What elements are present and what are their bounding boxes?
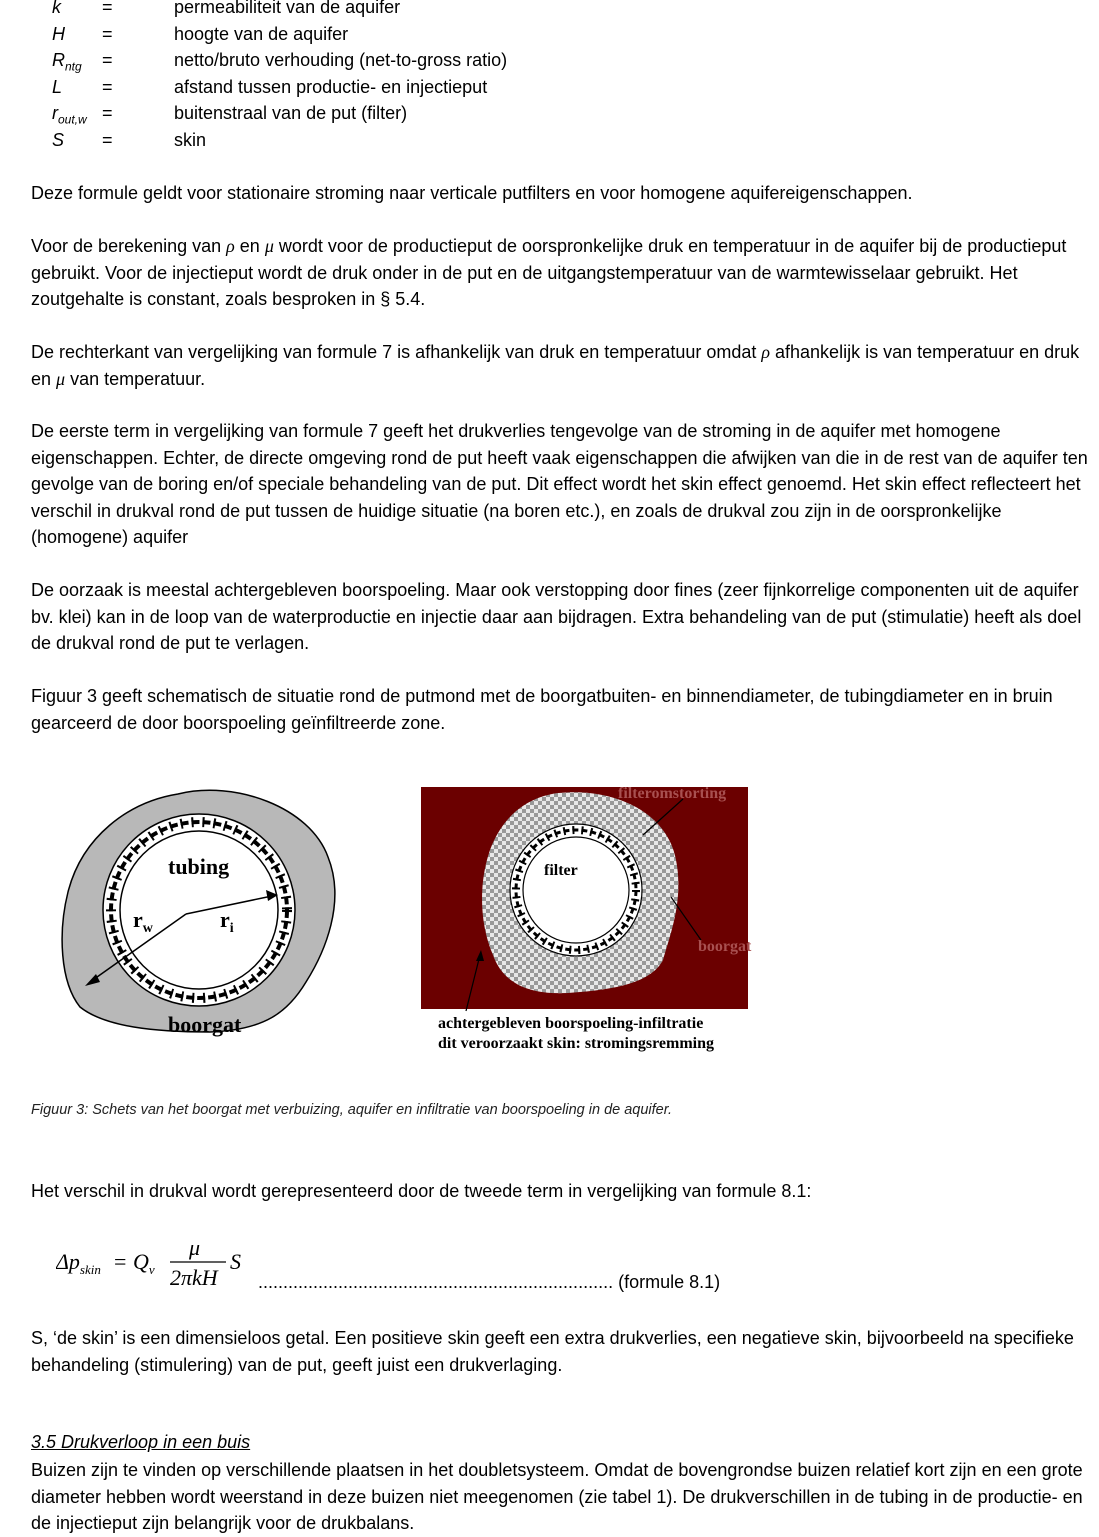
formula-lhs: $\Delta p_{skin}$ — [56, 1249, 101, 1277]
def-symbol: H — [52, 23, 65, 44]
def-text: buitenstraal van de put (filter) — [174, 103, 408, 123]
paragraph-skin-effect: De eerste term in vergelijking van formule 7 geeft het drukverlies tengevolge van de stroming in de aquifer met homogene eigenschappen. Echter, de directe omgeving rond de put heeft vaak eigenschappen die afwijken van die in de rest van de aquifer ten gevolge van de boring en/of speciale behandeling van de put. Dit effect wordt het skin effect genoemd. Het skin effect reflecteert het verschil in drukval rond de put tussen de huidige situatie (na boren etc.), en zoals de drukval zou zijn in de oorspronkelijke (homogene) aquifer — [31, 421, 1088, 547]
def-text: skin — [174, 129, 207, 150]
def-symbol: k — [52, 0, 61, 17]
paragraph-skin-definition: S, ‘de skin’ is een dimensieloos getal. Een positieve skin geeft een extra drukverlies, een negatieve skin, bijvoorbeeld na specifieke behandeling (stimulering) van de put, geeft juist een drukverlaging. — [31, 1328, 1074, 1375]
rw-label: $r_w$ — [133, 907, 153, 936]
def-symbol: S — [52, 129, 65, 150]
filter-inner — [523, 837, 629, 943]
def-equals: = — [102, 50, 113, 70]
infiltration-note-line1: achtergebleven boorspoeling-infiltratie — [438, 1015, 704, 1032]
paragraph-formula-intro: Het verschil in drukval wordt gerepresenteerd door de tweede term in vergelijking van formule 8.1: — [31, 1181, 812, 1201]
def-equals: = — [102, 0, 113, 17]
boorgat-label: boorgat — [168, 1012, 242, 1037]
paragraph-cause: De oorzaak is meestal achtergebleven boorspoeling. Maar ook verstopping door fines (zeer fijnkorrelige componenten uit de aquifer bv. klei) kan in de loop van de waterproductie en injectie daar aan bijdragen. Extra behandeling van de put (stimulatie) heeft als doel de drukval rond de put te verlagen. — [31, 580, 1082, 653]
def-equals: = — [102, 129, 113, 150]
paragraph-figure-intro: Figuur 3 geeft schematisch de situatie rond de putmond met de boorgatbuiten- en binnendiameter, de tubingdiameter en in bruin gearceerd de door boorspoeling geïnfiltreerde zone. — [31, 686, 1053, 733]
paragraph-pipes: Buizen zijn te vinden op verschillende plaatsen in het doubletsysteem. Omdat de bovengrondse buizen relatief kort zijn en een grote diameter hebben wordt weerstand in deze buizen niet meegenomen (zie tabel 1). De drukverschillen in de tubing in de productie- en de injectieput zijn belangrijk voor de drukbalans. — [31, 1460, 1083, 1533]
filter-infiltration-figure — [418, 785, 758, 1060]
tubing-label: tubing — [168, 854, 230, 879]
def-text: afstand tussen productie- en injectieput — [174, 76, 488, 97]
formula-denominator: 2πkH — [170, 1265, 218, 1290]
section-heading: 3.5 Drukverloop in een buis — [31, 1432, 251, 1452]
filteromstorting-label: filteromstorting — [618, 785, 727, 802]
infiltration-note-line2: dit veroorzaakt skin: stromingsremming — [438, 1035, 714, 1052]
def-text: hoogte van de aquifer — [174, 23, 349, 44]
formula-eq: = — [114, 1249, 127, 1274]
def-symbol: $R_{ntg}$ — [52, 50, 82, 74]
paragraph-right-side: De rechterkant van vergelijking van formule 7 is afhankelijk van druk en temperatuur omdat ρ afhankelijk is van temperatuur en druk en μ van temperatuur. — [31, 342, 1080, 389]
def-symbol: L — [52, 76, 63, 97]
def-equals: = — [102, 103, 113, 123]
def-equals: = — [102, 76, 113, 97]
paragraph-stationary-flow: Deze formule geldt voor stationaire stroming naar verticale putfilters en voor homogene aquifereigenschappen. — [31, 183, 913, 203]
filter-label: filter — [544, 862, 578, 879]
formula-reference: ....................................................................... (formule 8.1) — [258, 1272, 721, 1292]
borehole-tubing-figure — [60, 782, 360, 1047]
formula-numerator: μ — [189, 1235, 201, 1260]
figure-caption: Figuur 3: Schets van het boorgat met verbuizing, aquifer en infiltratie van boorspoeling in de aquifer. — [31, 1102, 673, 1118]
skin-pressure-formula — [56, 1233, 256, 1293]
formula-S: S — [230, 1249, 241, 1274]
formula-Q: $Q_v$ — [133, 1249, 155, 1277]
def-symbol: $r_{out,w}$ — [52, 103, 87, 127]
ri-label: $r_i$ — [220, 907, 234, 936]
def-text: netto/bruto verhouding (net-to-gross ratio) — [174, 50, 508, 70]
def-text: permeabiliteit van de aquifer — [174, 0, 401, 17]
boorgat-label-right: boorgat — [698, 938, 752, 955]
def-equals: = — [102, 23, 113, 44]
paragraph-rho-mu-calculation: Voor de berekening van ρ en μ wordt voor de productieput de oorspronkelijke druk en temperatuur in de aquifer bij de productieput gebruikt. Voor de injectieput wordt de druk onder in de put en de uitgangstemperatuur van de warmtewisselaar gebruikt. Het zoutgehalte is constant, zoals besproken in § 5.4. — [31, 236, 1067, 309]
